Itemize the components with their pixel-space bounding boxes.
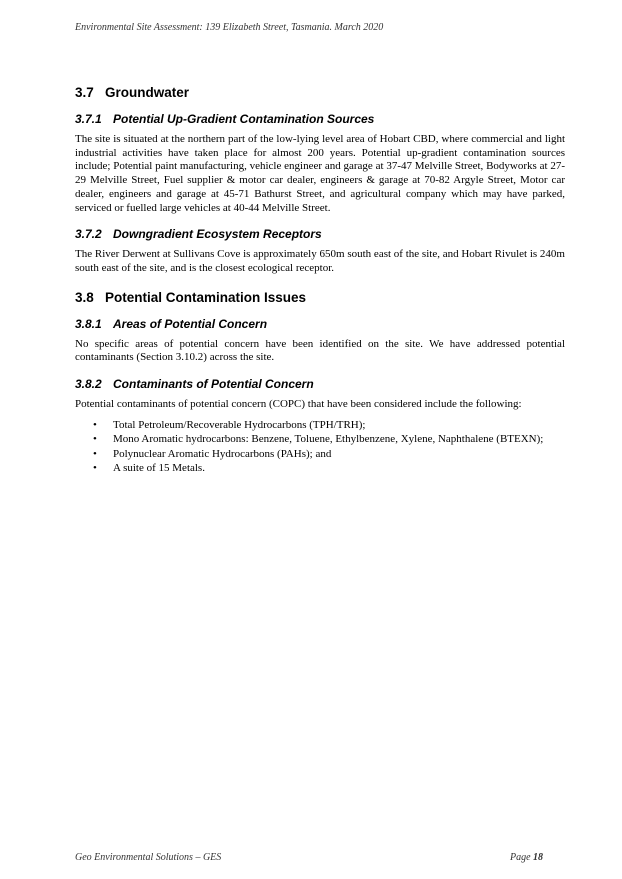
footer-page-number (510, 852, 543, 863)
list-item-text: Total Petroleum/Recoverable Hydrocarbons (TPH/TRH); (113, 418, 366, 431)
list-item-text: A suite of 15 Metals. (113, 462, 205, 475)
subsection-title: Contaminants of Potential Concern (113, 377, 314, 392)
subsection-heading-3-8-2 (75, 376, 565, 392)
bullet-icon: • (93, 418, 97, 431)
section-title: Potential Contamination Issues (105, 289, 307, 305)
section-number: 3.8 (75, 289, 94, 305)
page-number: 18 (533, 852, 544, 863)
subsection-number: 3.8.2 (75, 377, 102, 392)
section-heading-3-8 (75, 289, 565, 306)
list-item (75, 461, 565, 476)
contaminants-list (75, 418, 565, 476)
section-title: Groundwater (105, 85, 190, 100)
list-item (75, 432, 565, 447)
bullet-icon: • (93, 447, 97, 460)
paragraph-areas-of-concern: No specific areas of potential concern have been identified on the site. We have addressed potential contaminants (Section 3.10.2) across the site. (75, 337, 565, 364)
bullet-icon: • (93, 462, 97, 475)
subsection-title: Areas of Potential Concern (113, 316, 268, 331)
list-item (75, 447, 565, 462)
footer-company: Geo Environmental Solutions – GES (75, 852, 222, 863)
list-item (75, 418, 565, 433)
subsection-number: 3.8.1 (75, 316, 102, 331)
bullet-icon: • (93, 433, 97, 446)
paragraph-up-gradient-sources: The site is situated at the northern part of the low-lying level area of Hobart CBD, where commercial and light industrial activities have taken place for almost 200 years. Potential up-gradient contamination sources include; Potential paint manufacturing, vehicle engineer and garage at 37-47 Melville Street, Bodyworks at 27-29 Melville Street, Fuel supplier & motor car dealer, engineers & garage at 70-82 Argyle Street, Motor car dealer, engineers and garage at 45-71 Bathurst Street, and agricultural company which may have parked, serviced or fuelled large vehicles at 40-44 Melville Street. (75, 133, 565, 214)
page-header: Environmental Site Assessment: 139 Elizabeth Street, Tasmania. March 2020 (75, 22, 384, 33)
subsection-number: 3.7.2 (75, 227, 102, 242)
page-label: Page (510, 852, 531, 863)
paragraph-ecosystem-receptors: The River Derwent at Sullivans Cove is approximately 650m south east of the site, and Hobart Rivulet is 240m south east of the site, and is the closest ecological receptor. (75, 248, 565, 274)
subsection-heading-3-7-2 (75, 226, 565, 242)
subsection-title: Potential Up-Gradient Contamination Sources (113, 112, 375, 126)
section-heading-3-7 (75, 84, 565, 101)
subsection-number: 3.7.1 (75, 112, 102, 126)
page-content (75, 84, 565, 476)
subsection-title: Downgradient Ecosystem Receptors (113, 227, 322, 242)
list-item-text: Mono Aromatic hydrocarbons: Benzene, Toluene, Ethylbenzene, Xylene, Naphthalene (BTEXN); (113, 433, 544, 446)
subsection-heading-3-8-1 (75, 316, 565, 332)
subsection-heading-3-7-1 (75, 111, 565, 127)
list-item-text: Polynuclear Aromatic Hydrocarbons (PAHs); and (113, 447, 332, 460)
section-number: 3.7 (75, 85, 94, 100)
paragraph-contaminants-intro: Potential contaminants of potential concern (COPC) that have been considered include the following: (75, 398, 522, 411)
